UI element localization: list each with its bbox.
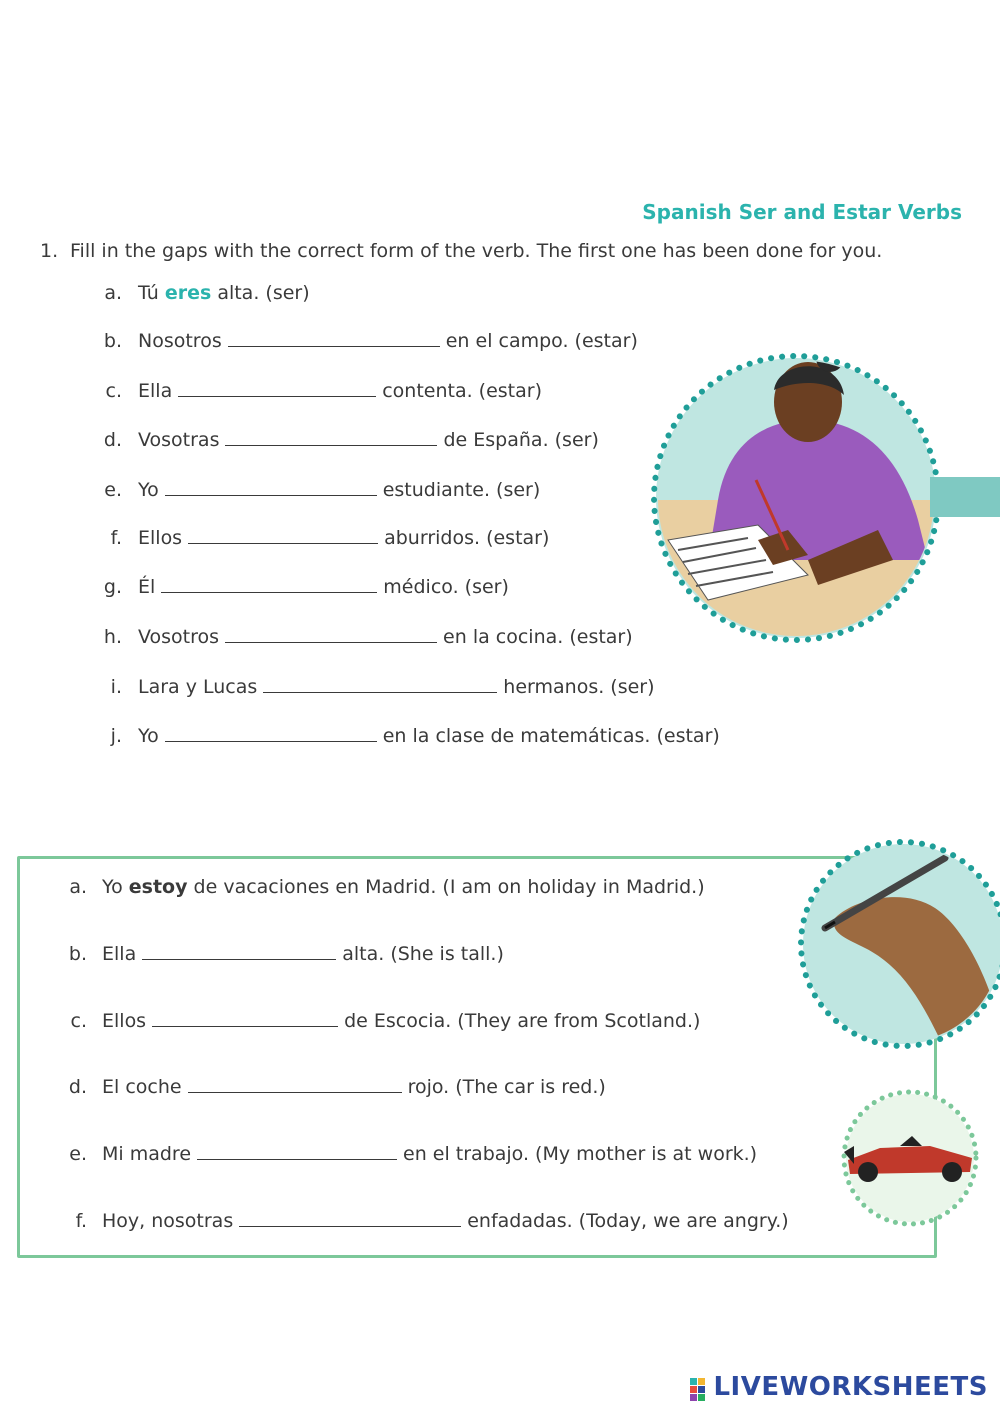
item-hint: de vacaciones en Madrid. (I am on holiday in Madrid.) bbox=[193, 876, 705, 898]
item-subject: Ella bbox=[138, 380, 173, 402]
q1-item-a bbox=[0, 278, 1000, 308]
item-hint: en el campo. (estar) bbox=[445, 330, 638, 352]
item-letter: a. bbox=[104, 282, 122, 304]
item-letter: e. bbox=[69, 1143, 87, 1165]
item-subject: Yo bbox=[102, 876, 123, 898]
item-hint: de Escocia. (They are from Scotland.) bbox=[344, 1010, 701, 1032]
item-subject: Yo bbox=[138, 725, 159, 747]
student-writing-illustration bbox=[648, 350, 944, 646]
instruction-text: Fill in the gaps with the correct form of the verb. The first one has been done for you. bbox=[70, 240, 883, 262]
item-letter: j. bbox=[110, 725, 122, 747]
item-hint: rojo. (The car is red.) bbox=[407, 1076, 606, 1098]
item-subject: El coche bbox=[102, 1076, 182, 1098]
item-subject: Hoy, nosotras bbox=[102, 1210, 234, 1232]
item-letter: e. bbox=[104, 479, 122, 501]
answer-blank[interactable] bbox=[263, 672, 497, 693]
item-hint: alta. (ser) bbox=[217, 282, 310, 304]
item-hint: hermanos. (ser) bbox=[503, 676, 655, 698]
answer-blank[interactable] bbox=[225, 425, 437, 446]
answer-blank[interactable] bbox=[228, 326, 440, 347]
example-answer: estoy bbox=[128, 876, 188, 898]
item-letter: i. bbox=[110, 676, 122, 698]
item-subject: Él bbox=[138, 576, 156, 598]
answer-blank[interactable] bbox=[188, 523, 378, 544]
item-letter: d. bbox=[103, 429, 122, 451]
answer-blank[interactable] bbox=[165, 721, 377, 742]
race-car-illustration bbox=[840, 1088, 980, 1228]
answer-blank[interactable] bbox=[165, 475, 377, 496]
worksheet-title: Spanish Ser and Estar Verbs bbox=[642, 200, 962, 224]
item-hint: alta. (She is tall.) bbox=[342, 943, 504, 965]
q1-item-i bbox=[0, 672, 1000, 702]
answer-blank[interactable] bbox=[161, 572, 377, 593]
item-subject: Mi madre bbox=[102, 1143, 192, 1165]
hand-pen-illustration bbox=[795, 838, 1000, 1050]
answer-blank[interactable] bbox=[178, 376, 376, 397]
answer-blank[interactable] bbox=[239, 1206, 461, 1227]
item-hint: aburridos. (estar) bbox=[384, 527, 550, 549]
item-hint: estudiante. (ser) bbox=[382, 479, 541, 501]
item-letter: d. bbox=[68, 1076, 87, 1098]
example-answer: eres bbox=[164, 282, 212, 304]
item-letter: g. bbox=[103, 576, 122, 598]
item-subject: Nosotros bbox=[138, 330, 222, 352]
brand-wordmark[interactable]: LIVEWORKSHEETS bbox=[713, 1372, 988, 1402]
item-hint: en la clase de matemáticas. (estar) bbox=[382, 725, 720, 747]
answer-blank[interactable] bbox=[197, 1139, 397, 1160]
liveworksheets-logo-icon bbox=[690, 1378, 714, 1402]
item-hint: contenta. (estar) bbox=[382, 380, 543, 402]
item-subject: Ellos bbox=[138, 527, 183, 549]
q1-item-j bbox=[0, 721, 1000, 751]
item-letter: h. bbox=[103, 626, 122, 648]
question-number: 1. bbox=[40, 240, 59, 262]
item-letter: c. bbox=[105, 380, 122, 402]
item-hint: médico. (ser) bbox=[383, 576, 509, 598]
item-hint: de España. (ser) bbox=[443, 429, 599, 451]
item-hint: en el trabajo. (My mother is at work.) bbox=[403, 1143, 758, 1165]
item-letter: f. bbox=[110, 527, 122, 549]
item-letter: f. bbox=[75, 1210, 87, 1232]
item-subject: Yo bbox=[138, 479, 159, 501]
item-letter: b. bbox=[103, 330, 122, 352]
answer-blank[interactable] bbox=[142, 939, 336, 960]
item-letter: c. bbox=[70, 1010, 87, 1032]
item-subject: Vosotros bbox=[138, 626, 220, 648]
answer-blank[interactable] bbox=[188, 1072, 402, 1093]
item-subject: Lara y Lucas bbox=[138, 676, 258, 698]
item-letter: a. bbox=[69, 876, 87, 898]
item-subject: Ellos bbox=[102, 1010, 147, 1032]
answer-blank[interactable] bbox=[152, 1006, 338, 1027]
answer-blank[interactable] bbox=[225, 622, 437, 643]
question-1-instruction bbox=[40, 240, 882, 262]
item-subject: Vosotras bbox=[138, 429, 220, 451]
item-subject: Tú bbox=[138, 282, 159, 304]
item-letter: b. bbox=[68, 943, 87, 965]
item-subject: Ella bbox=[102, 943, 137, 965]
side-tab bbox=[930, 477, 1000, 517]
item-hint: en la cocina. (estar) bbox=[443, 626, 633, 648]
item-hint: enfadadas. (Today, we are angry.) bbox=[467, 1210, 789, 1232]
